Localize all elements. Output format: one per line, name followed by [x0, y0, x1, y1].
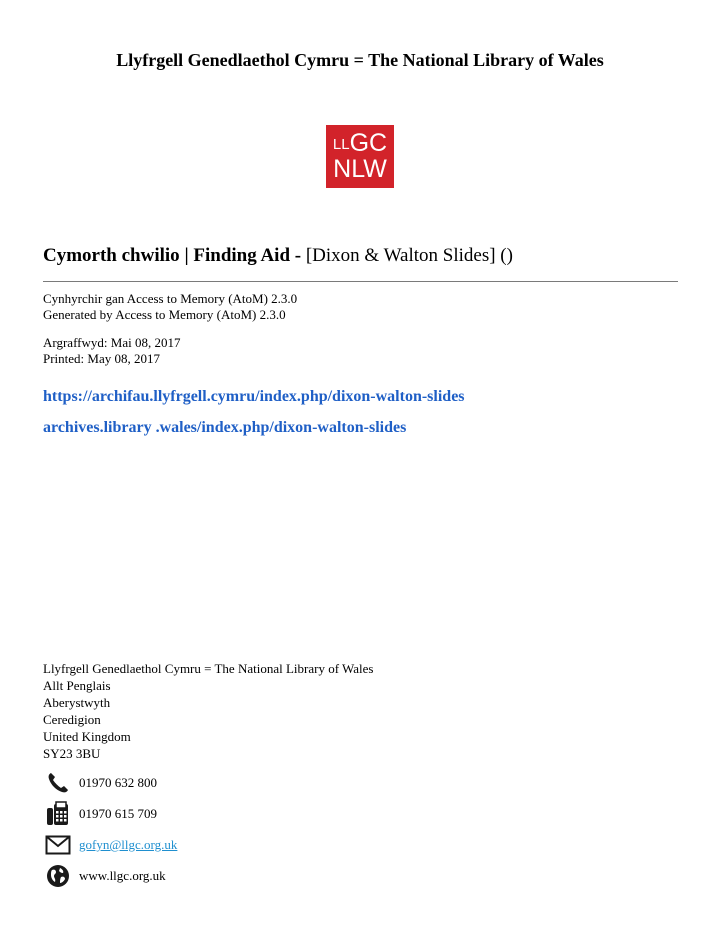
- fax-number: 01970 615 709: [79, 806, 157, 821]
- generated-english: Generated by Access to Memory (AtoM) 2.3.0: [43, 307, 286, 322]
- printed-welsh: Argraffwyd: Mai 08, 2017: [43, 335, 181, 350]
- generated-welsh: Cynhyrchir gan Access to Memory (AtoM) 2.3.0: [43, 291, 298, 306]
- phone-icon: [45, 770, 71, 796]
- email-row: [45, 831, 177, 859]
- finding-aid-heading: [43, 245, 513, 267]
- postal-address: [43, 660, 373, 762]
- phone-number: 01970 632 800: [79, 775, 157, 790]
- heading-english: Finding Aid -: [193, 245, 302, 266]
- email-link[interactable]: gofyn@llgc.org.uk: [79, 837, 178, 852]
- printed-english: Printed: May 08, 2017: [43, 351, 160, 366]
- logo-line-2: NLW: [333, 155, 387, 183]
- address-line: Aberystwyth: [43, 695, 111, 710]
- globe-icon: [45, 863, 71, 889]
- heading-divider: [43, 281, 678, 282]
- address-line: SY23 3BU: [43, 746, 101, 761]
- english-archive-link[interactable]: archives.library .wales/index.php/dixon-walton-slides: [43, 419, 407, 436]
- address-line: Allt Penglais: [43, 678, 111, 693]
- phone-row: [45, 769, 157, 797]
- nlw-logo: [326, 125, 394, 188]
- printed-date-block: [43, 335, 180, 367]
- address-line: Llyfrgell Genedlaethol Cymru = The National Library of Wales: [43, 661, 374, 676]
- logo-line-1: $^{LL}$GC: [332, 129, 388, 157]
- collection-title: [Dixon & Walton Slides] (): [305, 245, 513, 266]
- fax-icon: [45, 801, 71, 827]
- address-line: Ceredigion: [43, 712, 101, 727]
- website-row: [45, 862, 166, 890]
- page-header-title: Llyfrgell Genedlaethol Cymru = The National Library of Wales: [116, 50, 604, 70]
- heading-separator: |: [184, 245, 189, 266]
- website-url: www.llgc.org.uk: [79, 868, 166, 883]
- envelope-icon: [45, 832, 71, 858]
- fax-row: [45, 800, 157, 828]
- generated-by-block: [43, 291, 297, 323]
- address-line: United Kingdom: [43, 729, 131, 744]
- heading-welsh: Cymorth chwilio: [43, 245, 180, 266]
- welsh-archive-link[interactable]: https://archifau.llyfrgell.cymru/index.php/dixon-walton-slides: [43, 388, 465, 405]
